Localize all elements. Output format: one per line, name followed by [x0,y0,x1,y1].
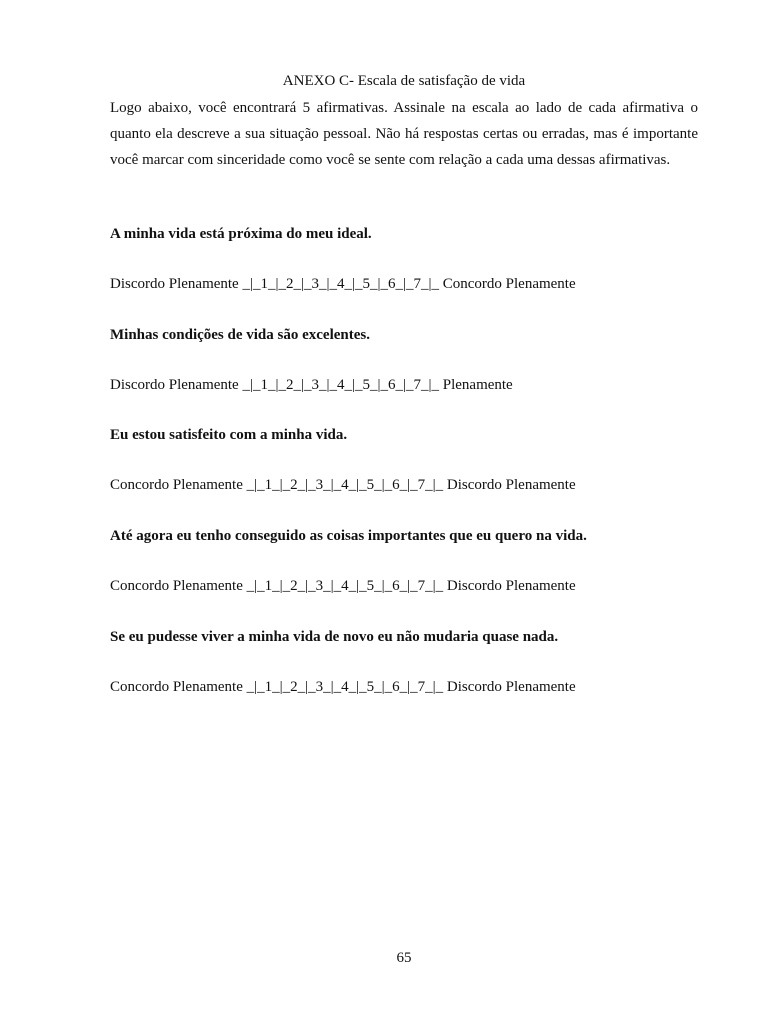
question-item-3 [110,425,698,493]
document-page [110,0,698,1024]
question-statement: A minha vida está próxima do meu ideal. [110,226,372,242]
rating-scale: Concordo Plenamente _|_1_|_2_|_3_|_4_|_5_|_6_|_7_|_ Discordo Plenamente [110,477,576,493]
rating-scale: Concordo Plenamente _|_1_|_2_|_3_|_4_|_5_|_6_|_7_|_ Discordo Plenamente [110,679,576,695]
question-item-1 [110,224,698,292]
rating-scale: Concordo Plenamente _|_1_|_2_|_3_|_4_|_5_|_6_|_7_|_ Discordo Plenamente [110,578,576,594]
question-statement: Minhas condições de vida são excelentes. [110,327,370,343]
question-statement: Se eu pudesse viver a minha vida de novo eu não mudaria quase nada. [110,629,559,645]
question-statement: Eu estou satisfeito com a minha vida. [110,427,348,443]
question-statement: Até agora eu tenho conseguido as coisas importantes que eu quero na vida. [110,528,587,544]
question-item-5 [110,627,698,695]
rating-scale: Discordo Plenamente _|_1_|_2_|_3_|_4_|_5_|_6_|_7_|_ Plenamente [110,377,513,393]
question-item-2 [110,325,698,393]
question-item-4 [110,526,698,594]
page-number: 65 [396,950,412,966]
intro-paragraph: Logo abaixo, você encontrará 5 afirmativas. Assinale na escala ao lado de cada afirmativa o quanto ela descreve a sua situação pessoal. Não há respostas certas ou erradas, mas é importante você marcar com sinceridade como você se sente com relação a cada uma dessas afirmativas. [110,100,698,168]
page-title: ANEXO C- Escala de satisfação de vida [282,73,526,89]
rating-scale: Discordo Plenamente _|_1_|_2_|_3_|_4_|_5_|_6_|_7_|_ Concordo Plenamente [110,276,576,292]
